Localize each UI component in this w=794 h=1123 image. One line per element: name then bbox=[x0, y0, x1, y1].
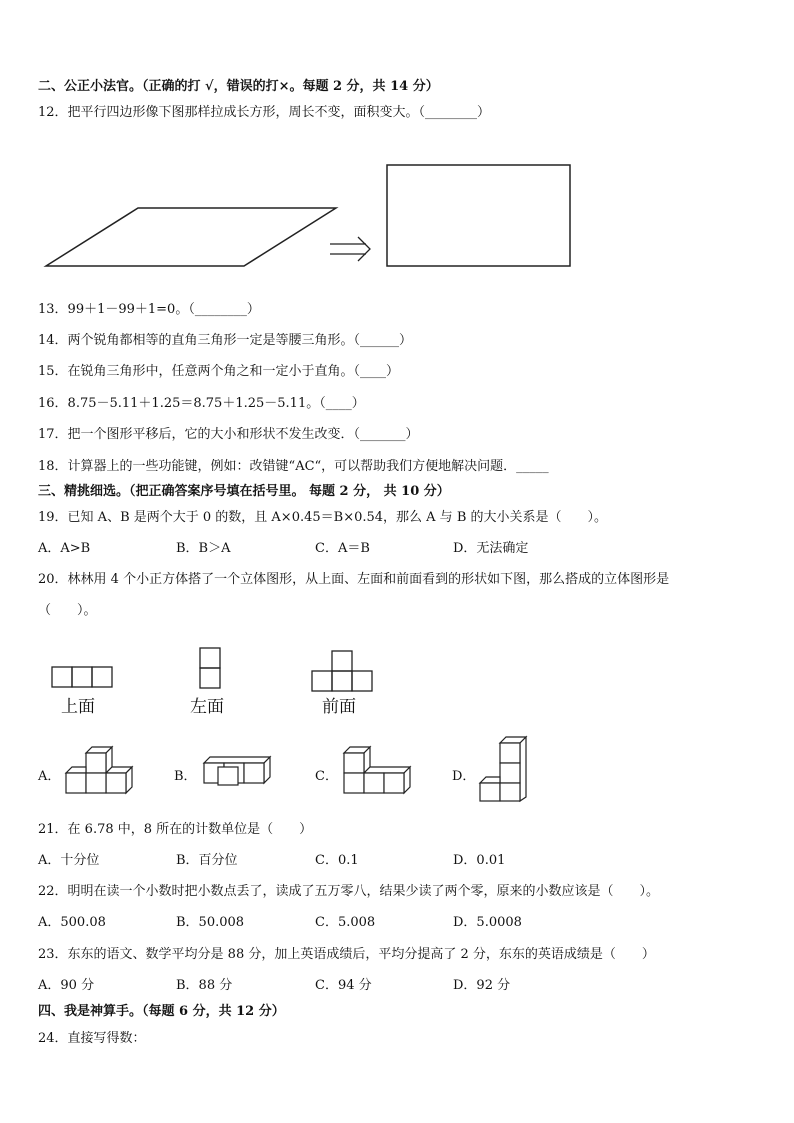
front-view-figure bbox=[310, 649, 374, 693]
option-a: A．500.08 bbox=[38, 915, 106, 930]
front-view-label: 前面 bbox=[322, 697, 356, 717]
left-view-label: 左面 bbox=[190, 697, 224, 717]
option-c: C．A＝B bbox=[315, 541, 370, 556]
section-2-heading: 二、公正小法官。（正确的打 √，错误的打×。每题 2 分，共 14 分） bbox=[38, 79, 439, 94]
question-24: 24．直接写得数： bbox=[38, 1031, 146, 1046]
top-view-label: 上面 bbox=[61, 697, 95, 717]
section-3-heading: 三、精挑细选。（把正确答案序号填在括号里。 每题 2 分， 共 10 分） bbox=[38, 484, 450, 499]
question-17: 17．把一个图形平移后，它的大小和形状不发生改变．（_______） bbox=[38, 427, 419, 442]
q20-option-c-letter: C． bbox=[315, 769, 338, 784]
q20-option-a-letter: A． bbox=[38, 769, 61, 784]
option-a: A．90 分 bbox=[38, 978, 95, 993]
option-b: B．B＞A bbox=[176, 541, 231, 556]
question-13: 13．99＋1－99＋1=0。（________） bbox=[38, 302, 260, 317]
question-20-line-1: 20．林林用 4 个小正方体搭了一个立体图形，从上面、左面和前面看到的形状如下图，那么搭成的立体图形是 bbox=[38, 572, 670, 587]
question-18: 18．计算器上的一些功能键，例如：改错键“AC“，可以帮助我们方便地解决问题．_____ bbox=[38, 459, 549, 474]
option-a: A．十分位 bbox=[38, 853, 100, 868]
q20-option-c-solid bbox=[340, 745, 412, 797]
q20-option-b-letter: B． bbox=[174, 769, 197, 784]
option-d: D．5.0008 bbox=[453, 915, 522, 930]
q20-option-d-solid bbox=[478, 735, 528, 805]
question-16: 16．8.75－5.11＋1.25＝8.75＋1.25－5.11。（____） bbox=[38, 396, 365, 411]
question-23: 23．东东的语文、数学平均分是 88 分，加上英语成绩后，平均分提高了 2 分，东东的英语成绩是（ ） bbox=[38, 947, 655, 962]
option-b: B．百分位 bbox=[176, 853, 238, 868]
rectangle-shape bbox=[387, 165, 570, 266]
option-c: C．94 分 bbox=[315, 978, 372, 993]
option-c: C．5.008 bbox=[315, 915, 376, 930]
q20-option-b-solid bbox=[200, 755, 272, 787]
option-b: B．50.008 bbox=[176, 915, 245, 930]
left-view-figure bbox=[198, 646, 222, 690]
q20-option-d-letter: D． bbox=[452, 769, 476, 784]
question-21: 21．在 6.78 中，8 所在的计数单位是（ ） bbox=[38, 822, 313, 837]
option-d: D．92 分 bbox=[453, 978, 511, 993]
parallelogram-shape bbox=[46, 208, 336, 266]
question-15: 15．在锐角三角形中，任意两个角之和一定小于直角。（____） bbox=[38, 364, 400, 379]
parallelogram-to-rectangle-figure bbox=[40, 160, 580, 275]
question-20-line-2: （ ）。 bbox=[38, 603, 97, 618]
double-arrow-icon bbox=[330, 237, 370, 261]
option-d: D．无法确定 bbox=[453, 541, 529, 556]
option-b: B．88 分 bbox=[176, 978, 233, 993]
question-12: 12．把平行四边形像下图那样拉成长方形，周长不变，面积变大。（________） bbox=[38, 105, 491, 120]
section-4-heading: 四、我是神算手。（每题 6 分，共 12 分） bbox=[38, 1004, 285, 1019]
top-view-figure bbox=[50, 665, 114, 689]
question-22: 22．明明在读一个小数时把小数点丢了，读成了五万零八，结果少读了两个零，原来的小数应该是（ ）。 bbox=[38, 884, 660, 899]
option-d: D．0.01 bbox=[453, 853, 506, 868]
question-14: 14．两个锐角都相等的直角三角形一定是等腰三角形。（______） bbox=[38, 333, 413, 348]
q20-option-a-solid bbox=[62, 745, 134, 797]
option-c: C．0.1 bbox=[315, 853, 359, 868]
option-a: A．A>B bbox=[38, 541, 91, 556]
question-19: 19．已知 A、B 是两个大于 0 的数，且 A×0.45＝B×0.54，那么 A 与 B 的大小关系是（ ）。 bbox=[38, 510, 608, 525]
